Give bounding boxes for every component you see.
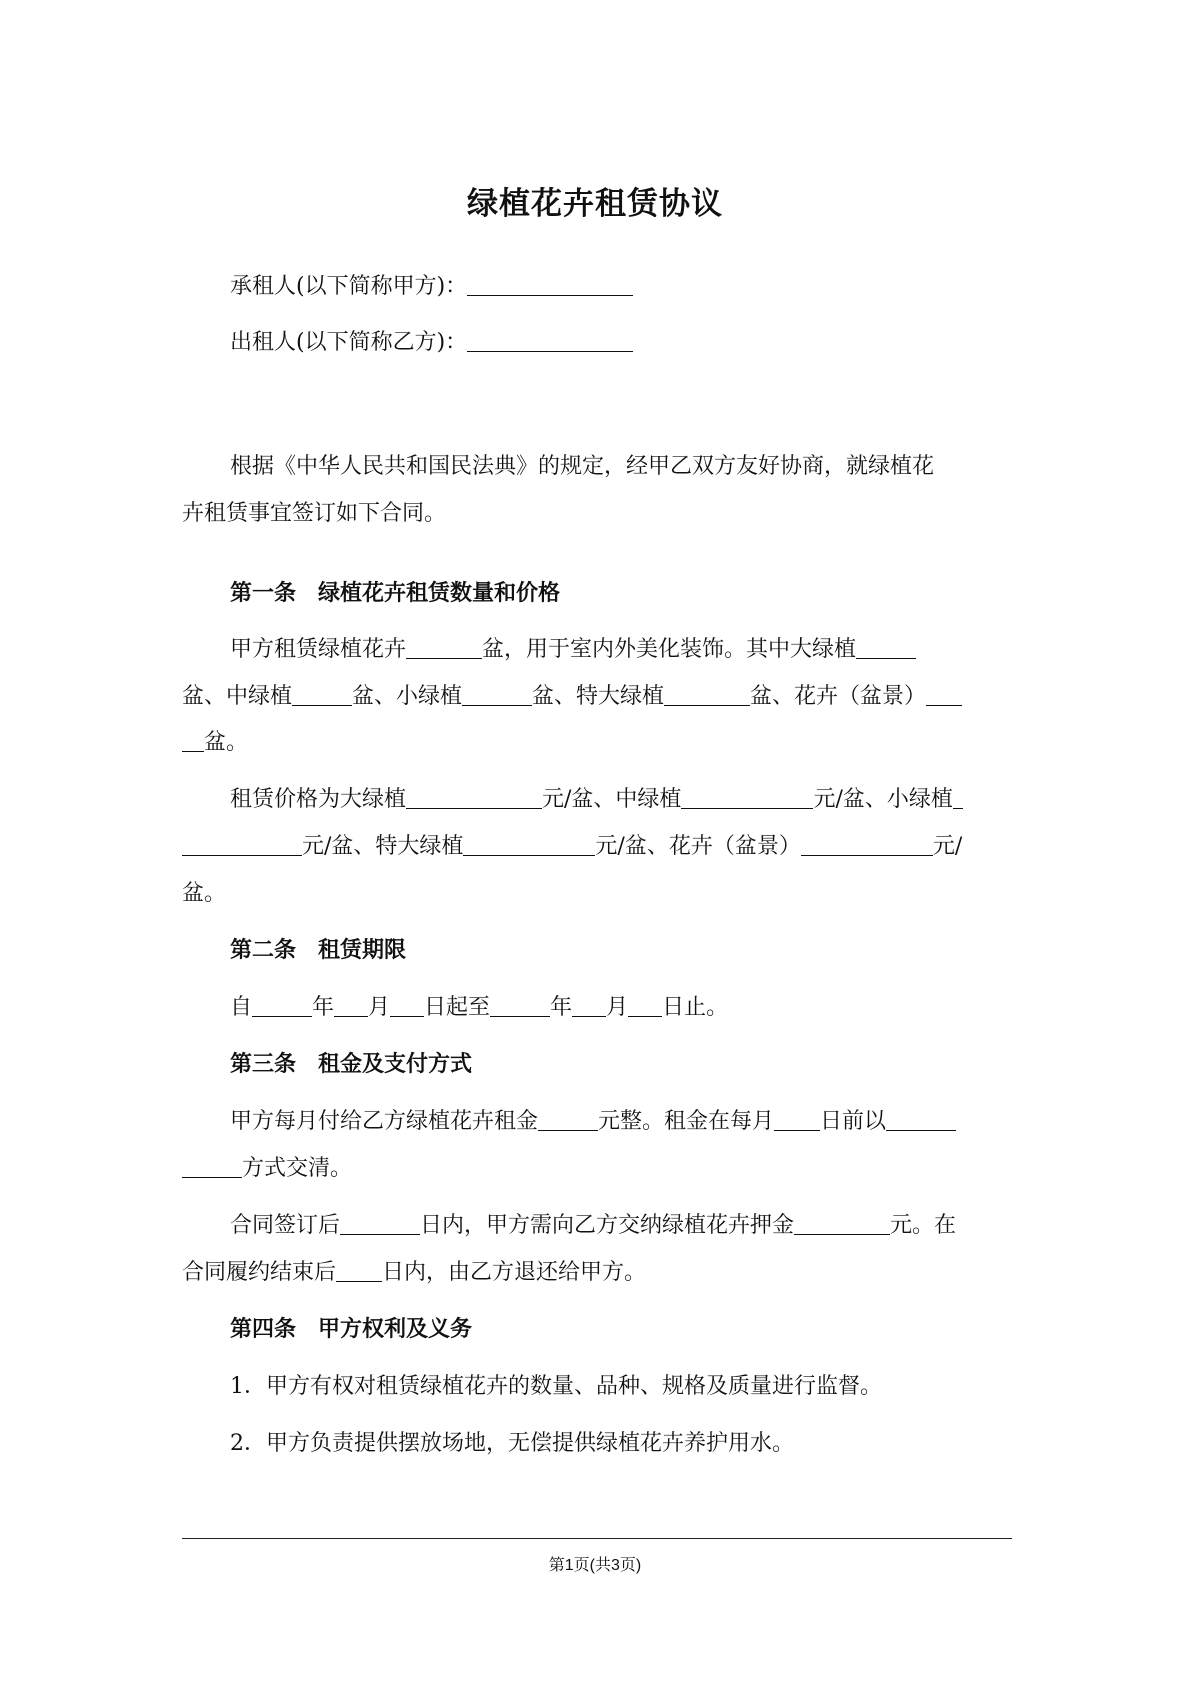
article-3-p1-line2: 方式交清。 (182, 1154, 1012, 1184)
lessor-blank (467, 329, 633, 352)
article-2-term: 自 年 月 日起至 年 月 日止。 (230, 995, 729, 1020)
blank (681, 786, 813, 809)
blank (953, 786, 963, 809)
lessee-blank (467, 273, 633, 296)
blank (390, 994, 424, 1017)
blank (856, 636, 916, 659)
article-2-heading: 第二条 租赁期限 (230, 938, 407, 963)
blank (252, 994, 312, 1017)
footer-divider (182, 1538, 1012, 1539)
blank (572, 994, 606, 1017)
blank (340, 1212, 420, 1235)
blank (336, 1259, 382, 1282)
blank (926, 683, 962, 706)
article-3-p1-line1: 甲方每月付给乙方绿植花卉租金 元整。租金在每月 日前以 (230, 1107, 1060, 1137)
blank (182, 833, 302, 856)
blank (406, 786, 542, 809)
document-title: 绿植花卉租赁协议 (467, 186, 723, 222)
blank (334, 994, 368, 1017)
article-1-p2-line3: 盆。 (182, 881, 227, 906)
article-3-p2-line2: 合同履约结束后 日内，由乙方退还给甲方。 (182, 1260, 647, 1285)
blank (794, 1212, 890, 1235)
article-1-p2-line1: 租赁价格为大绿植 元/盆、中绿植 元/盆、小绿植 (230, 785, 1060, 815)
article-4-heading: 第四条 甲方权利及义务 (230, 1317, 473, 1342)
article-1-p1-line1: 甲方租赁绿植花卉 盆，用于室内外美化装饰。其中大绿植 (230, 635, 1060, 665)
blank (463, 833, 595, 856)
blank (801, 833, 933, 856)
blank (292, 683, 352, 706)
blank (490, 994, 550, 1017)
article-4-item-2: 2．甲方负责提供摆放场地，无偿提供绿植花卉养护用水。 (230, 1431, 794, 1456)
article-3-p2-line1: 合同签订后 日内，甲方需向乙方交纳绿植花卉押金 元。在 (230, 1213, 957, 1238)
blank (462, 683, 532, 706)
blank (182, 1155, 242, 1178)
article-1-heading: 第一条 绿植花卉租赁数量和价格 (230, 581, 561, 606)
article-1-p1-line3: 盆。 (182, 728, 1012, 758)
blank (886, 1108, 956, 1131)
article-4-item-1: 1．甲方有权对租赁绿植花卉的数量、品种、规格及质量进行监督。 (230, 1374, 882, 1399)
preamble-line-1: 根据《中华人民共和国民法典》的规定，经甲乙双方友好协商，就绿植花 (230, 454, 935, 479)
blank (664, 683, 750, 706)
lessor-line: 出租人(以下简称乙方)： (230, 328, 1060, 358)
blank (182, 729, 204, 752)
blank (538, 1108, 598, 1131)
blank (406, 636, 482, 659)
article-3-heading: 第三条 租金及支付方式 (230, 1052, 473, 1077)
blank (774, 1108, 820, 1131)
lessee-line: 承租人(以下简称甲方)： (230, 272, 1060, 302)
article-1-p2-line2: 元/盆、特大绿植 元/盆、花卉（盆景） 元/ (182, 832, 1012, 862)
blank (628, 994, 662, 1017)
preamble-line-2: 卉租赁事宜签订如下合同。 (182, 501, 447, 526)
article-1-p1-line2: 盆、中绿植 盆、小绿植 盆、特大绿植 盆、花卉（盆景） (182, 682, 1012, 712)
page-number: 第1页(共3页) (548, 1557, 642, 1574)
